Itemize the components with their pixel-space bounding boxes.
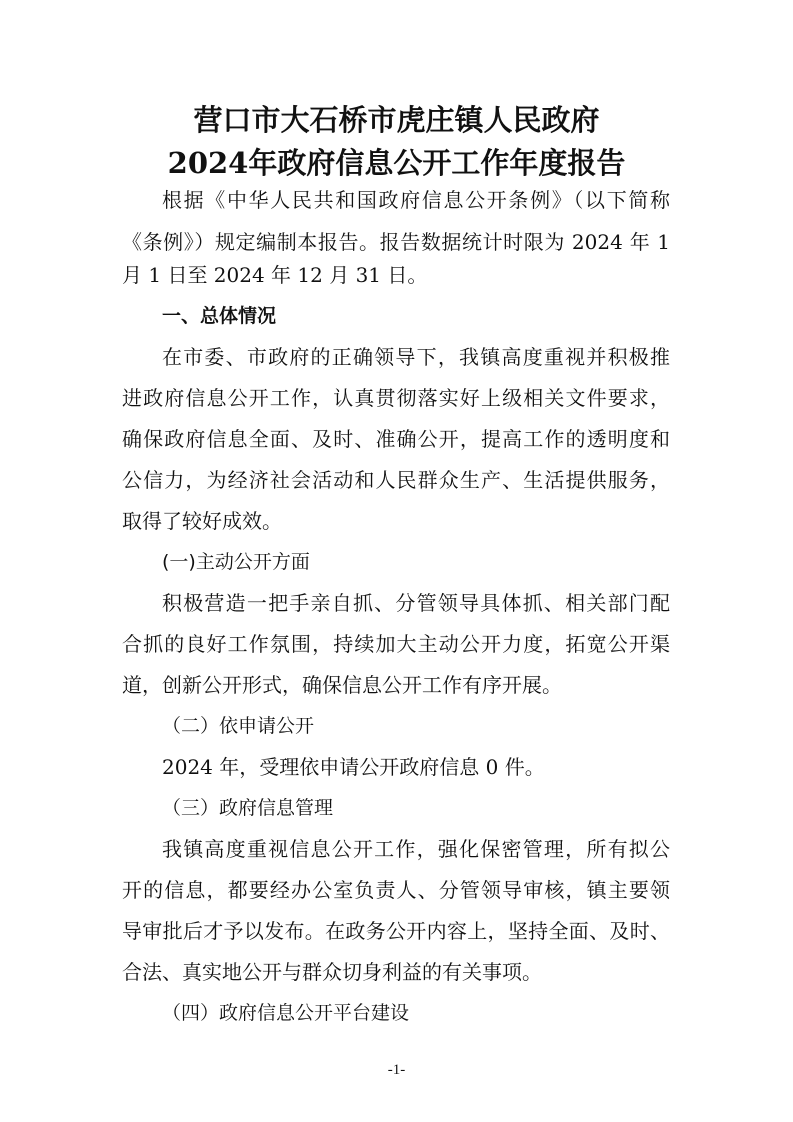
body-paragraph-line: 我镇高度重视信息公开工作，强化保密管理，所有拟公 [162, 837, 670, 861]
body-paragraph-line: 确保政府信息全面、及时、准确公开，提高工作的透明度和 [122, 427, 670, 451]
report-title-line-2: 2024年政府信息公开工作年度报告 [167, 146, 626, 180]
body-paragraph-line: 在市委、市政府的正确领导下，我镇高度重视并积极推 [162, 345, 670, 369]
body-paragraph-line: 公信力，为经济社会活动和人民群众生产、生活提供服务， [122, 468, 670, 492]
body-paragraph-line: 导审批后才予以发布。在政务公开内容上，坚持全面、及时、 [122, 919, 670, 943]
page-number: -1- [387, 1062, 406, 1078]
subsection-heading-info-management: （三）政府信息管理 [162, 797, 334, 819]
subsection-heading-active-disclosure: (一)主动公开方面 [162, 551, 310, 573]
subsection-heading-platform: （四）政府信息公开平台建设 [162, 1002, 410, 1024]
body-paragraph-line: 月 1 日至 2024 年 12 月 31 日。 [122, 263, 428, 287]
body-paragraph-line: 合法、真实地公开与群众切身利益的有关事项。 [122, 960, 542, 984]
body-paragraph-line: 《条例》）规定编制本报告。报告数据统计时限为 2024 年 1 [122, 230, 670, 254]
section-heading-overview: 一、总体情况 [162, 305, 277, 327]
body-paragraph-line: 取得了较好成效。 [122, 509, 282, 533]
body-paragraph-line: 进政府信息公开工作，认真贯彻落实好上级相关文件要求， [122, 386, 670, 410]
body-paragraph-line: 合抓的良好工作氛围，持续加大主动公开力度，拓宽公开渠 [122, 632, 670, 656]
body-paragraph-line: 开的信息，都要经办公室负责人、分管领导审核，镇主要领 [122, 878, 670, 902]
body-paragraph-line: 积极营造一把手亲自抓、分管领导具体抓、相关部门配 [162, 591, 670, 615]
report-title-line-1: 营口市大石桥市虎庄镇人民政府 [193, 103, 600, 137]
body-paragraph-line: 道，创新公开形式，确保信息公开工作有序开展。 [122, 673, 562, 697]
body-paragraph-line: 2024 年，受理依申请公开政府信息 0 件。 [162, 755, 545, 779]
subsection-heading-on-request: （二）依申请公开 [162, 715, 315, 737]
body-paragraph-line: 根据《中华人民共和国政府信息公开条例》（以下简称 [162, 188, 670, 212]
